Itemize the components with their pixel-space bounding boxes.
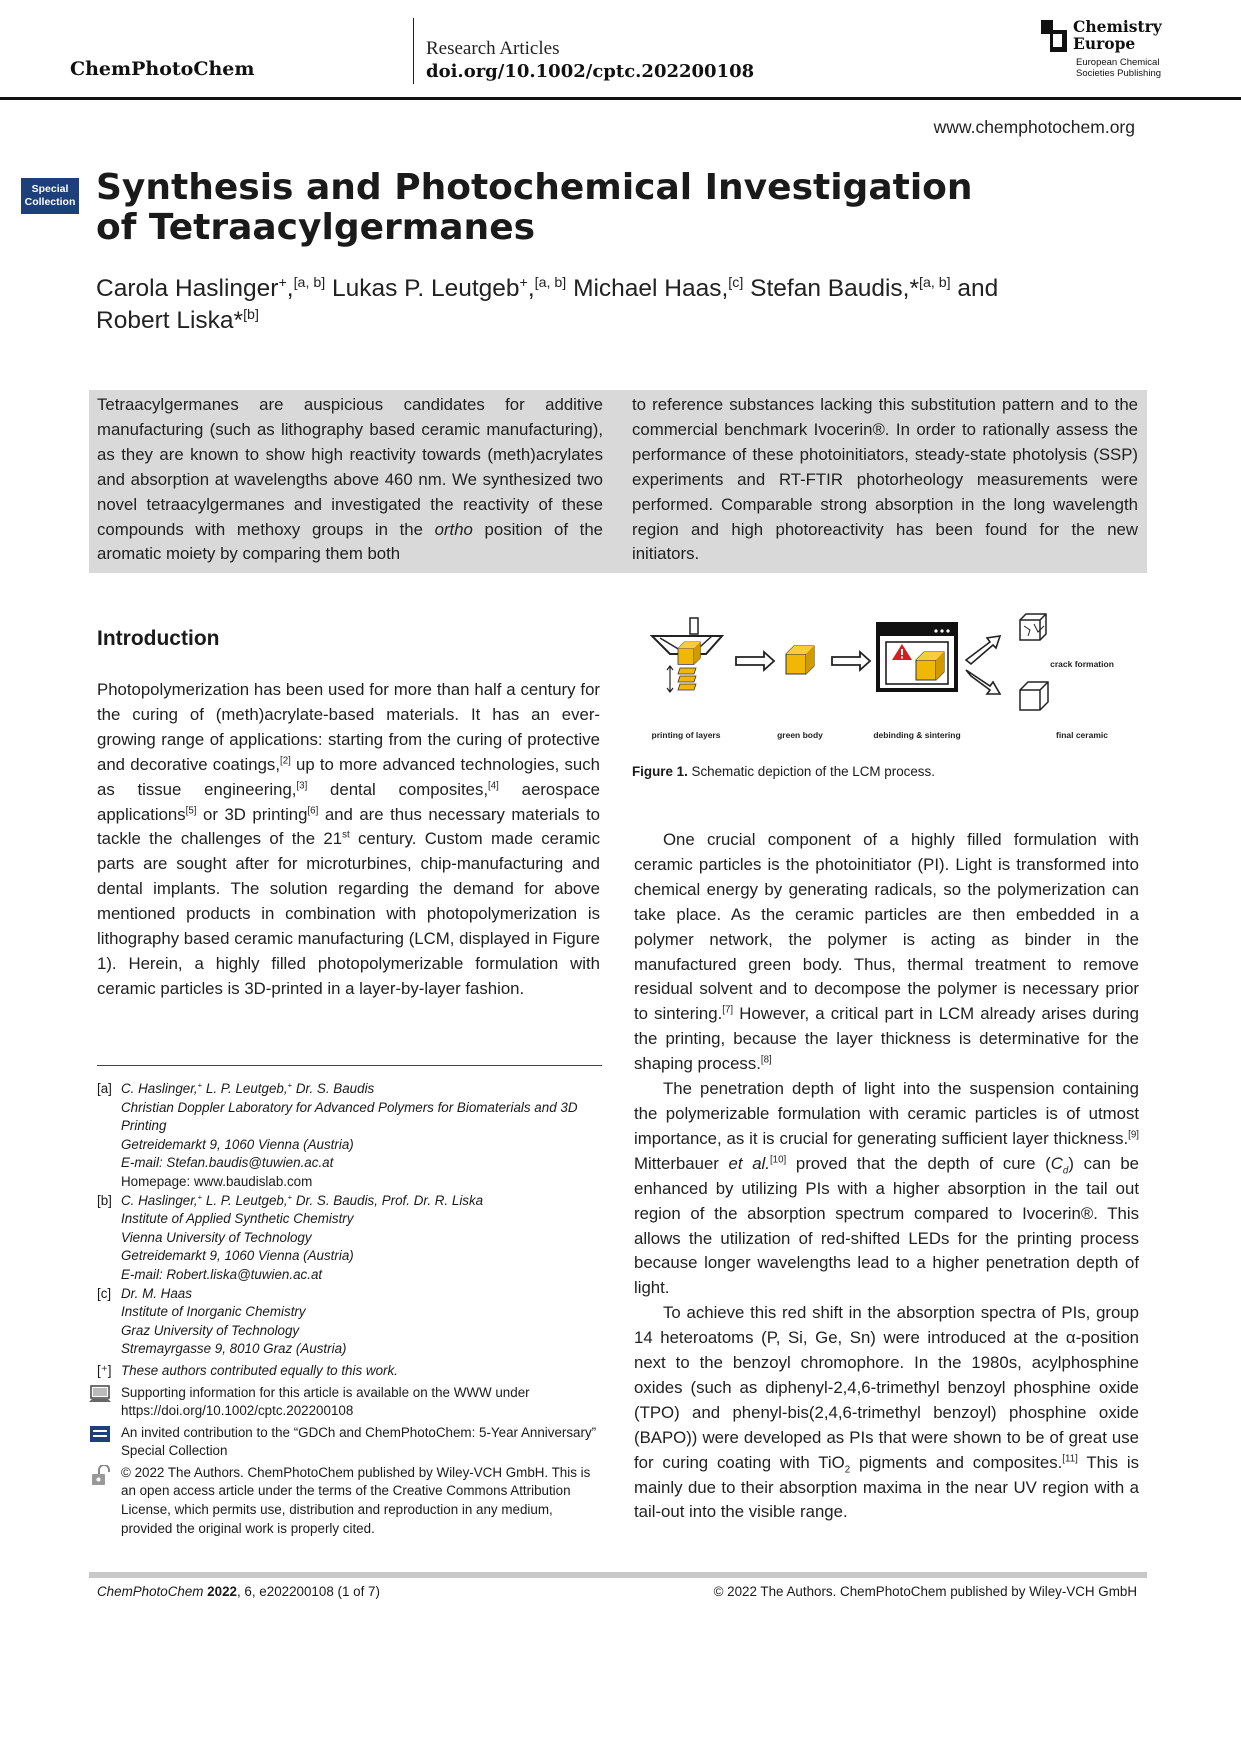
process-arrow-2-icon xyxy=(832,652,870,670)
green-body-icon xyxy=(786,646,814,674)
author-affiliation: [a, b] xyxy=(293,274,326,291)
special-collection-badge xyxy=(21,178,79,214)
body-paragraph xyxy=(634,828,1139,1077)
body-text: up to more advanced technologies, such as tissue engineering, xyxy=(97,754,600,799)
affiliation-line: Christian Doppler Laboratory for Advanced Polymers for Biomaterials and 3D Printing xyxy=(121,1099,578,1134)
body-text: dental composites, xyxy=(307,779,489,799)
affiliation-b: [b] C. Haslinger,+ L. P. Leutgeb,+ Dr. S. Baudis, Prof. Dr. R. Liska Institute of Applied Synthetic Chemistry Vienna University of Technology Getreidemarkt 9, 1060 Vienna (Austria) E-mail: Robert.liska@tuwien.ac.at xyxy=(97,1192,484,1282)
reference[interactable]: [5] xyxy=(185,804,197,816)
affiliation-names: Dr. S. Baudis, Prof. Dr. R. Liska xyxy=(292,1192,484,1208)
invited-contribution-text: An invited contribution to the “GDCh and ChemPhotoChem: 5-Year Anniversary” Special Collection xyxy=(121,1424,597,1459)
affiliation-line: Getreidemarkt 9, 1060 Vienna (Austria) xyxy=(121,1136,354,1152)
author-affiliation: [c] xyxy=(728,274,744,291)
footnotes xyxy=(97,1080,602,1538)
affiliation-line: Stremayrgasse 9, 8010 Graz (Austria) xyxy=(121,1341,347,1357)
abstract-left-column xyxy=(97,393,603,567)
body-text: Photopolymerization has been used for more than half a century for the curing of (meth)acrylate-based materials. It has an ever-growing range of applications: starting from the curing of protective and decorative coatings, xyxy=(97,680,600,774)
symbol-c: C xyxy=(1050,1153,1063,1173)
footer-year: 2022 xyxy=(207,1584,237,1599)
process-arrow-crack-icon xyxy=(966,636,1000,664)
body-text: century. Custom made ceramic parts are sought after for microturbines, chip-manufacturing and dental implants. The solution regarding the demand for above mentioned products in combination with photopolymerization is lithography based ceramic manufacturing (LCM, displayed in Figure 1). Herein, a highly filled photopolymerizable formulation with ceramic particles is 3D-printed in a layer-by-layer fashion. xyxy=(97,829,601,998)
affiliation-a: [a] C. Haslinger,+ L. P. Leutgeb,+ Dr. S. Baudis Christian Doppler Laboratory for Advanced Polymers for Biomaterials and 3D Printing Getreidemarkt 9, 1060 Vienna (Austria) E-mail: Stefan.baudis@tuwien.ac.at Homepage: www.baudislab.com xyxy=(97,1080,578,1189)
final-ceramic-icon xyxy=(1020,682,1048,710)
figure-label-final-ceramic: final ceramic xyxy=(1056,730,1108,740)
affiliation-line: Institute of Inorganic Chemistry xyxy=(121,1304,306,1320)
authors-and: and xyxy=(957,275,999,302)
logo-name-line1: Chemistry xyxy=(1073,17,1162,36)
chemistry-europe-logo-icon xyxy=(1041,20,1067,52)
header-divider xyxy=(413,18,414,84)
invited-contribution-note xyxy=(97,1424,602,1461)
reference[interactable]: [10] xyxy=(769,1154,787,1166)
introduction-paragraph xyxy=(97,678,600,1002)
caption-label: Figure 1. xyxy=(632,764,688,779)
body-text: However, a critical part in LCM already arises during the printing, because the layer thickness is determinative for the shaping process. xyxy=(634,1004,1140,1074)
footer-citation xyxy=(97,1584,380,1599)
badge-line1: Special xyxy=(31,183,69,195)
badge-line2: Collection xyxy=(24,196,76,208)
abstract-text: to reference substances lacking this substitution pattern and to the commercial benchmark Ivocerin®. In order to rationally assess the performance of these photoinitiators, steady-state photolysis (SSP) experiments and RT-FTIR photorheology measurements were performed. Comparable strong absorption in the long wavelength region and high photoreactivity has been found for the new initiators. xyxy=(632,395,1138,564)
affiliation-line: Getreidemarkt 9, 1060 Vienna (Austria) xyxy=(121,1248,354,1264)
affiliation-names: L. P. Leutgeb, xyxy=(202,1192,288,1208)
author-mark: + xyxy=(519,274,528,291)
figure-lcm-process xyxy=(650,612,1140,752)
supporting-info-text[interactable]: Supporting information for this article is available on the WWW under https://doi.org/10.1002/cptc.202200108 xyxy=(121,1384,530,1419)
affiliation-homepage[interactable]: Homepage: www.baudislab.com xyxy=(121,1173,313,1189)
body-paragraph xyxy=(634,1301,1139,1525)
affiliation-line: Graz University of Technology xyxy=(121,1322,300,1338)
affiliation-tag: [c] xyxy=(97,1285,112,1301)
body-text: or 3D printing xyxy=(196,804,308,824)
open-access-note xyxy=(97,1464,602,1538)
figure-label-printing: printing of layers xyxy=(651,730,721,740)
author-name: Lukas P. Leutgeb xyxy=(332,275,520,302)
affiliation-tag: [⁺] xyxy=(97,1362,112,1378)
author-sep: , xyxy=(286,275,294,302)
footer-rule xyxy=(89,1572,1147,1578)
figure-label-crack: crack formation xyxy=(1050,659,1114,669)
affiliation-line: Institute of Applied Synthetic Chemistry xyxy=(121,1211,354,1227)
abstract-right-column xyxy=(632,393,1138,567)
author-name: Stefan Baudis, xyxy=(750,275,910,302)
reference[interactable]: [4] xyxy=(488,780,499,792)
special-collection-icon xyxy=(89,1425,113,1443)
logo-sub-line1: European Chemical xyxy=(1076,57,1160,68)
cracked-ceramic-icon xyxy=(1020,614,1046,640)
reference[interactable]: [9] xyxy=(1128,1129,1139,1141)
figure-label-sintering: debinding & sintering xyxy=(873,730,961,740)
body-text: pigments and composites. xyxy=(850,1452,1063,1472)
body-text: aerospace applications xyxy=(97,779,600,824)
section-label: Research Articles xyxy=(426,38,560,59)
reference[interactable]: [6] xyxy=(307,804,319,816)
affiliation-names: Dr. M. Haas xyxy=(121,1285,192,1301)
author-name: Carola Haslinger xyxy=(96,275,279,302)
affiliation-names: Dr. S. Baudis xyxy=(292,1081,375,1096)
caption-text: Schematic depiction of the LCM process. xyxy=(687,764,935,779)
et-al: et al. xyxy=(728,1153,770,1173)
article-title: Synthesis and Photochemical Investigation of Tetraacylgermanes xyxy=(96,167,973,248)
author-name: Robert Liska xyxy=(96,307,234,334)
ordinal-suffix: st xyxy=(342,829,350,841)
reference[interactable]: [2] xyxy=(279,755,291,767)
reference[interactable]: [8] xyxy=(760,1054,772,1066)
author-list xyxy=(96,273,1056,337)
author-affiliation: [a, b] xyxy=(919,274,951,291)
body-text: This is mainly due to their absorption maxima in the near UV region with a tail-out into the visible range. xyxy=(634,1452,1140,1522)
body-text: Mitterbauer xyxy=(634,1153,729,1173)
author-affiliation: [a, b] xyxy=(534,274,567,291)
abstract-text: position of the aromatic moiety by comparing them both xyxy=(97,519,603,564)
footer-volume: , 6, e202200108 (1 of 7) xyxy=(236,1584,380,1599)
affiliation-names: L. P. Leutgeb, xyxy=(202,1081,288,1096)
body-text: proved that the depth of cure ( xyxy=(786,1153,1051,1173)
header-rule xyxy=(0,97,1241,100)
body-text: One crucial component of a highly filled formulation with ceramic particles is the photoinitiator (PI). Light is transformed into chemical energy by generating radicals, so the polymerization can take place. As the ceramic particles are then embedded in a polymer network, the polymer is acting as binder in the manufactured green body. Thus, thermal treatment to remove residual solvent and to decompose the polymer is necessary prior to sintering. xyxy=(634,830,1139,1024)
figure-caption xyxy=(632,764,935,779)
section-heading-introduction: Introduction xyxy=(97,627,220,650)
publisher-logo xyxy=(1041,18,1171,82)
process-arrow-1-icon xyxy=(736,652,774,670)
affiliation-names: C. Haslinger, xyxy=(121,1081,198,1096)
body-text: and are thus necessary materials to tackle the challenges of the 21 xyxy=(97,804,600,849)
author-mark: + xyxy=(278,274,287,291)
affiliation-tag: [a] xyxy=(97,1081,112,1096)
supporting-info-note xyxy=(97,1384,602,1421)
reference[interactable]: [3] xyxy=(296,780,308,792)
body-text: The penetration depth of light into the suspension containing the polymerizable formulation with ceramic particles is of utmost importance, as it is crucial for generating sufficient layer thickness. xyxy=(634,1079,1139,1148)
author-sep: , xyxy=(527,275,535,302)
affiliation-tag: [b] xyxy=(97,1192,112,1208)
equal-contribution-text: These authors contributed equally to this work. xyxy=(121,1362,398,1378)
corresponding-mark: * xyxy=(909,275,920,302)
subscript: 2 xyxy=(844,1464,851,1476)
website-link[interactable]: www.chemphotochem.org xyxy=(933,117,1135,137)
affiliation-c xyxy=(97,1285,602,1359)
corresponding-mark: * xyxy=(233,307,244,334)
figure-label-green-body: green body xyxy=(777,730,823,740)
process-arrow-final-icon xyxy=(966,670,1000,694)
footer-copyright: © 2022 The Authors. ChemPhotoChem published by Wiley-VCH GmbH xyxy=(713,1584,1137,1599)
affiliation-email[interactable]: E-mail: Robert.liska@tuwien.ac.at xyxy=(121,1266,323,1282)
abstract-italic: ortho xyxy=(434,519,473,539)
journal-name: ChemPhotoChem xyxy=(70,58,255,80)
body-text: To achieve this red shift in the absorption spectra of PIs, group 14 heteroatoms (P, Si, Ge, Sn) were introduced at the α-position next to the benzoyl chromophore. In the 1980s, acylphosphine oxides (such as diphenyl-2,4,6-trimethyl benzoyl phosphine oxide (TPO) and phenyl-bis(2,4,6-trimethyl benzoyl) phosphine oxide (BAPO)) were developed as PIs that were shown to be of great use for curing coating with TiO xyxy=(634,1303,1139,1472)
computer-icon xyxy=(89,1385,113,1405)
affiliation-names: C. Haslinger, xyxy=(121,1192,198,1208)
abstract-text: Tetraacylgermanes are auspicious candidates for additive manufacturing (such as lithography based ceramic manufacturing), as they are known to show high reactivity towards (meth)acrylates and absorption at wavelengths above 460 nm. We synthesized two novel tetraacylgermanes and investigated the reactivity of these compounds with methoxy groups in the xyxy=(97,395,603,539)
body-paragraph xyxy=(634,1077,1139,1301)
debinding-sintering-furnace-icon xyxy=(878,624,956,690)
reference[interactable]: [11] xyxy=(1062,1453,1078,1465)
footnote-divider xyxy=(97,1065,602,1066)
open-access-text: © 2022 The Authors. ChemPhotoChem published by Wiley-VCH GmbH. This is an open access article under the terms of the Creative Commons Attribution License, which permits use, distribution and reproduction in any medium, provided the original work is properly cited. xyxy=(121,1464,591,1536)
footer-journal: ChemPhotoChem xyxy=(97,1584,204,1599)
body-text: ) can be enhanced by utilizing PIs with a higher absorption in the tail out region of the absorption spectrum compared to Ivocerin®. This allows the utilization of red-shifted LEDs for the printing process because longer wavelengths lead to a higher penetration depth of light. xyxy=(634,1153,1139,1298)
logo-sub-line2: Societies Publishing xyxy=(1076,68,1162,79)
printing-of-layers-icon xyxy=(652,618,722,692)
equal-contribution-note xyxy=(97,1362,602,1381)
open-access-lock-icon xyxy=(89,1465,113,1487)
affiliation-line: Vienna University of Technology xyxy=(121,1229,312,1245)
symbol-d: d xyxy=(1062,1165,1069,1177)
affiliation-email[interactable]: E-mail: Stefan.baudis@tuwien.ac.at xyxy=(121,1155,334,1171)
author-name: Michael Haas, xyxy=(573,275,729,302)
reference[interactable]: [7] xyxy=(722,1004,734,1016)
doi-link[interactable]: doi.org/10.1002/cptc.202200108 xyxy=(426,61,755,82)
logo-name-line2: Europe xyxy=(1073,34,1136,53)
author-affiliation: [b] xyxy=(243,306,259,323)
right-column-body xyxy=(634,828,1139,1525)
